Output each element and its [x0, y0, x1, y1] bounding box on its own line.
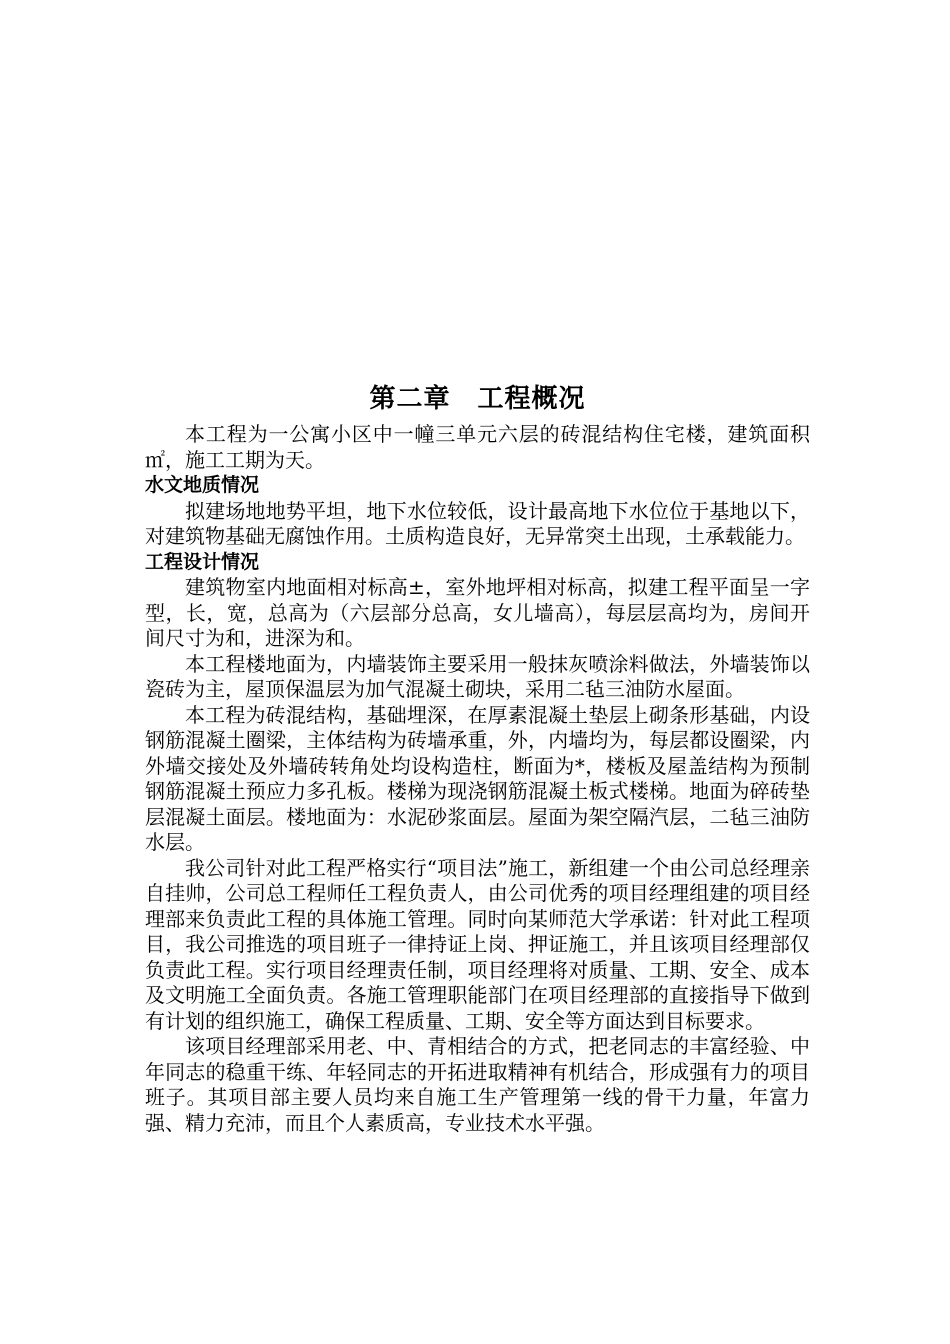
section-heading-design: 工程设计情况	[145, 550, 260, 573]
intro-paragraph: 本工程为一公寓小区中一幢三单元六层的砖混结构住宅楼，建筑面积㎡，施工工期为天。	[145, 422, 810, 472]
design-paragraph-finishes: 本工程楼地面为，内墙装饰主要采用一般抹灰喷涂料做法，外墙装饰以瓷砖为主，屋顶保温层为加气混凝土砌块，采用二毡三油防水屋面。	[145, 651, 810, 701]
design-paragraph-management: 我公司针对此工程严格实行“项目法”施工，新组建一个由公司总经理亲自挂帅，公司总工程师任工程负责人，由公司优秀的项目经理组建的项目经理部来负责此工程的具体施工管理。同时向某师范大学承诺：针对此工程项目，我公司推选的项目班子一律持证上岗、押证施工，并且该项目经理部仅负责此工程。实行项目经理责任制，项目经理将对质量、工期、安全、成本及文明施工全面负责。各施工管理职能部门在项目经理部的直接指导下做到有计划的组织施工，确保工程质量、工期、安全等方面达到目标要求。	[145, 855, 810, 1033]
document-body	[145, 380, 810, 1136]
hydrogeology-paragraph: 拟建场地地势平坦，地下水位较低，设计最高地下水位位于基地以下，对建筑物基础无腐蚀作用。土质构造良好，无异常突土出现，土承载能力。	[145, 498, 810, 548]
design-paragraph-structure: 本工程为砖混结构，基础埋深，在厚素混凝土垫层上砌条形基础，内设钢筋混凝土圈梁，主体结构为砖墙承重，外，内墙均为，每层都设圈梁，内外墙交接处及外墙砖转角处均设构造柱，断面为*，楼板及屋盖结构为预制钢筋混凝土预应力多孔板。楼梯为现浇钢筋混凝土板式楼梯。地面为碎砖垫层混凝土面层。楼地面为：水泥砂浆面层。屋面为架空隔汽层，二毡三油防水层。	[145, 702, 810, 854]
section-heading-hydrogeology: 水文地质情况	[145, 474, 260, 496]
design-paragraph-elevation: 建筑物室内地面相对标高±，室外地坪相对标高，拟建工程平面呈一字型，长，宽，总高为（六层部分总高，女儿墙高），每层层高均为，房间开间尺寸为和，进深为和。	[145, 575, 810, 650]
chapter-title: 第二章 工程概况	[369, 384, 586, 414]
design-paragraph-team: 该项目经理部采用老、中、青相结合的方式，把老同志的丰富经验、中年同志的稳重干练、年轻同志的开拓进取精神有机结合，形成强有力的项目班子。其项目部主要人员均来自施工生产管理第一线的骨干力量，年富力强、精力充沛，而且个人素质高，专业技术水平强。	[145, 1034, 810, 1135]
